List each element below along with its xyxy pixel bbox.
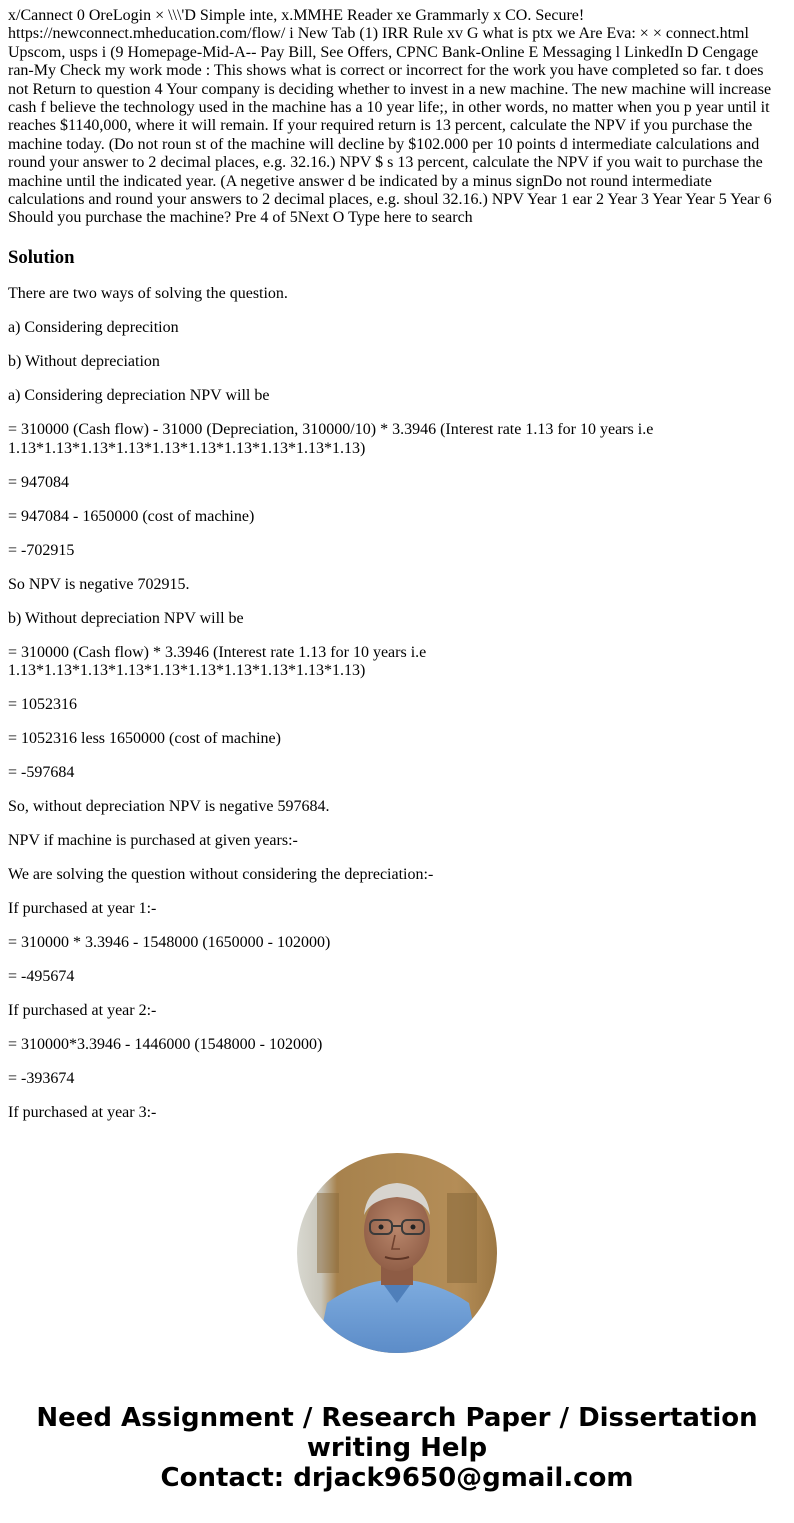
solution-line: = 310000*3.3946 - 1446000 (1548000 - 102000) <box>8 1036 323 1054</box>
solution-line: If purchased at year 2:- <box>8 1002 157 1020</box>
solution-line: NPV if machine is purchased at given years:- <box>8 832 298 850</box>
solution-steps <box>8 285 784 1122</box>
solution-heading: Solution <box>8 246 75 268</box>
solution-line: = 1052316 less 1650000 (cost of machine) <box>8 730 281 748</box>
solution-line: = -393674 <box>8 1070 75 1088</box>
solution-line: = 310000 (Cash flow) * 3.3946 (Interest rate 1.13 for 10 years i.e 1.13*1.13*1.13*1.13*1.13*1.13*1.13*1.13*1.13*1.13) <box>8 643 427 680</box>
solution-line: b) Without depreciation NPV will be <box>8 609 244 627</box>
solution-line: a) Considering deprecition <box>8 319 179 337</box>
solution-line: = 310000 (Cash flow) - 31000 (Depreciation, 310000/10) * 3.3946 (Interest rate 1.13 for 10 years i.e 1.13*1.13*1.13*1.13*1.13*1.13*1.13*1.13*1.13*1.13) <box>8 421 654 457</box>
document-body <box>8 7 784 1138</box>
solution-line: = 310000 * 3.3946 - 1548000 (1650000 - 102000) <box>8 934 331 952</box>
solution-line: = 947084 <box>8 473 70 491</box>
solution-line: a) Considering depreciation NPV will be <box>8 387 270 405</box>
footer-line: Need Assignment / Research Paper / Dissertation <box>36 1403 758 1433</box>
author-photo <box>297 1153 497 1353</box>
solution-line: = -495674 <box>8 968 75 986</box>
solution-line: So NPV is negative 702915. <box>8 575 190 593</box>
solution-line: If purchased at year 1:- <box>8 900 157 918</box>
solution-line: = 1052316 <box>8 696 78 714</box>
avatar-portrait-icon <box>297 1153 497 1353</box>
footer-contact: Contact: drjack9650@gmail.com <box>160 1463 634 1493</box>
solution-line: We are solving the question without considering the depreciation:- <box>8 866 434 884</box>
solution-line: If purchased at year 3:- <box>8 1104 157 1122</box>
solution-line: So, without depreciation NPV is negative 597684. <box>8 798 330 816</box>
solution-line: b) Without depreciation <box>8 353 160 371</box>
question-text: x/Cannect 0 OreLogin × \\\'D Simple inte, x.MMHE Reader xe Grammarly x CO. Secure! https://newconnect.mheducation.com/flow/ i New Tab (1) IRR Rule xv G what is ptx we Are Eva: × × connect.html Upscom, usps i (9 Homepage-Mid-A-- Pay Bill, See Offers, CPNC Bank-Online E Messaging l LinkedIn D Cengage ran-My Check my work mode : This shows what is correct or incorrect for the work you have completed so far. t does not Return to question 4 Your company is deciding whether to invest in a new machine. The new machine will increase cash f believe the technology used in the machine has a 10 year life;, in other words, no matter when you p year until it reaches $1140,000, where it will remain. If your required return is 13 percent, calculate the NPV if you purchase the machine today. (Do not roun st of the machine will decline by $102.000 per 10 points d intermediate calculations and round your answer to 2 decimal places, e.g. 32.16.) NPV $ s 13 percent, calculate the NPV if you wait to purchase the machine until the indicated year. (A negetive answer d be indicated by a minus signDo not round intermediate calculations and round your answers to 2 decimal places, e.g. shoul 32.16.) NPV Year 1 ear 2 Year 3 Year Year 5 Year 6 Should you purchase the machine? Pre 4 of 5Next O Type here to search <box>8 7 772 227</box>
solution-line: There are two ways of solving the question. <box>8 285 288 303</box>
solution-line: = 947084 - 1650000 (cost of machine) <box>8 507 255 525</box>
footer-banner <box>0 1403 794 1493</box>
footer-line: writing Help <box>306 1433 488 1463</box>
solution-line: = -702915 <box>8 541 75 559</box>
solution-line: = -597684 <box>8 764 75 782</box>
